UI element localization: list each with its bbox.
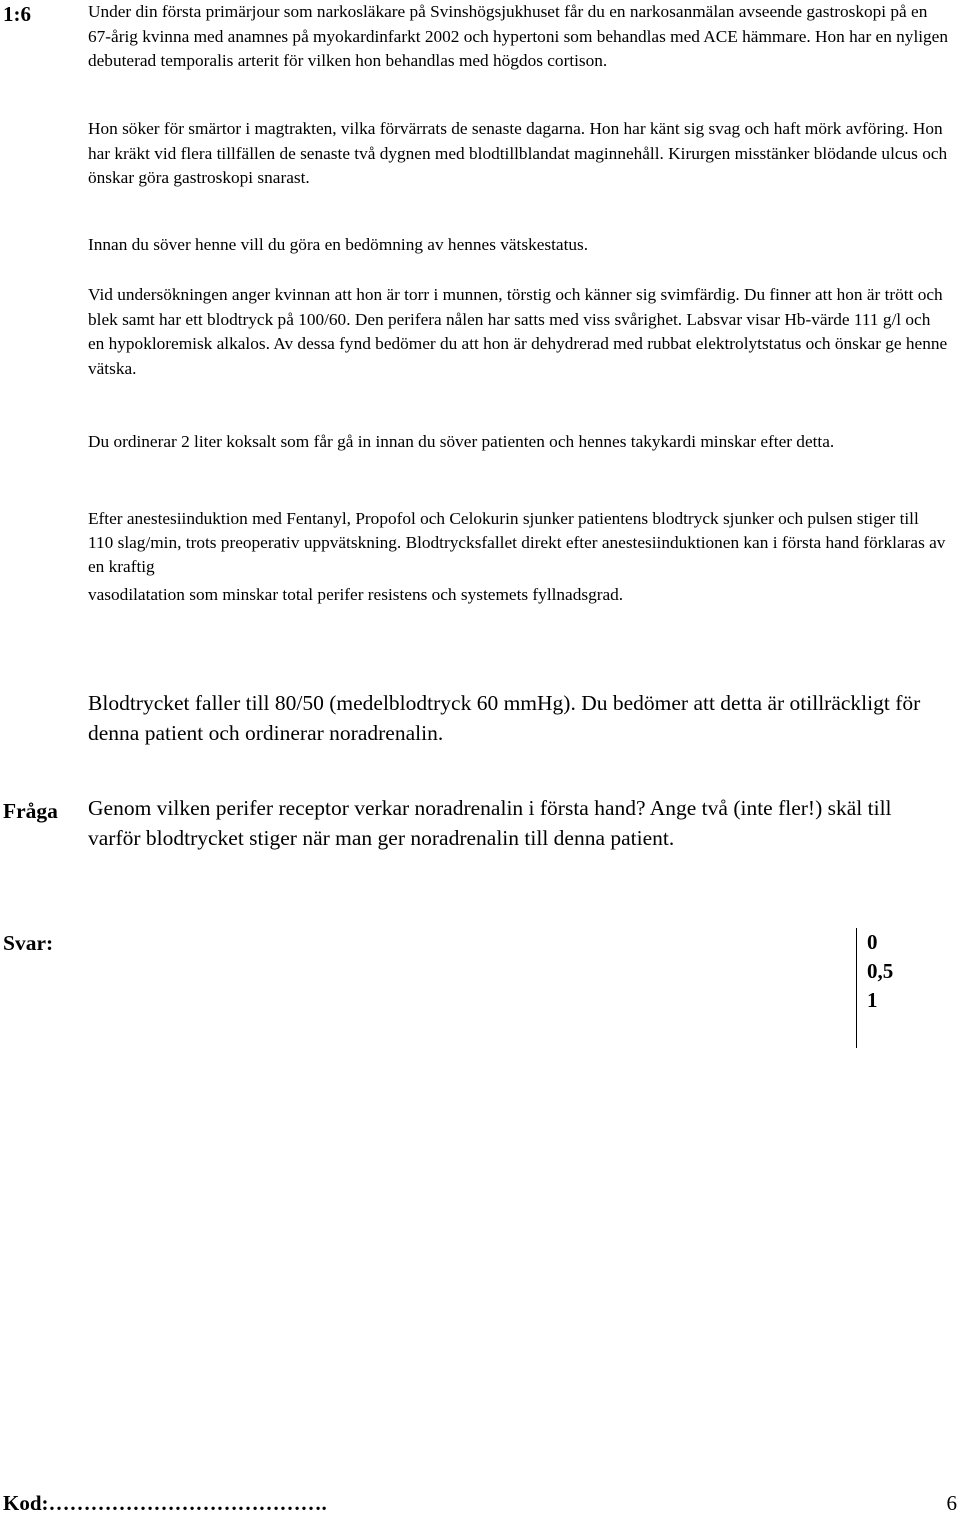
score-option[interactable]: 0,5 (867, 959, 894, 983)
case-paragraph-intro: Under din första primärjour som narkosläkare på Svinshögsjukhuset får du en narkosanmälan avseende gastroskopi på en 67-årig kvinna med anamnes på myokardinfarkt 2002 och hypertoni som behandlas med ACE hämmare. Hon har en nyligen debuterad temporalis arterit för vilken hon behandlas med högdos cortison. (88, 2, 948, 70)
question-text: Genom vilken perifer receptor verkar noradrenalin i första hand? Ange två (inte fler!) skäl till varför blodtrycket stiger när man ger noradrenalin till denna patient. (88, 796, 892, 850)
induction-text: Efter anestesiinduktion med Fentanyl, Propofol och Celokurin sjunker patientens blodtryck sjunker och pulsen stiger till 110 slag/min, trots preoperativ uppvätskning. Blodtrycksfallet direkt efter anestesiinduktionen kan i första hand förklaras av en kraftig (88, 509, 946, 576)
score-box (856, 928, 893, 1048)
page-number: 6 (946, 1491, 957, 1515)
question-number: 1:6 (3, 2, 31, 26)
question-label: Fråga (3, 799, 58, 823)
case-paragraph-induction (88, 507, 948, 607)
case-paragraph-findings: Vid undersökningen anger kvinnan att hon är torr i munnen, törstig och känner sig svimfärdig. Du finner att hon är trött och blek samt har ett blodtryck på 100/60. Den perifera nålen har satts med viss svårighet. Labsvar visar Hb-värde 111 g/l och en hypokloremisk alkalos. Av dessa fynd bedömer du att hon är dehydrerad med rubbat elektrolytstatus och önskar ge henne vätska. (88, 285, 948, 378)
case-paragraph-symptoms: Hon söker för smärtor i magtrakten, vilka förvärrats de senaste dagarna. Hon har känt sig svag och haft mörk avföring. Hon har kräkt vid flera tillfällen de senaste två dygnen med blodtillblandat maginnehåll. Kirurgen misstänker blödande ulcus och önskar göra gastroskopi snarast. (88, 119, 948, 187)
answer-label: Svar: (3, 931, 54, 955)
code-field[interactable]: Kod:…………………………………. (3, 1491, 327, 1515)
case-paragraph-assessment: Innan du söver henne vill du göra en bedömning av hennes vätskestatus. (88, 235, 589, 254)
case-paragraph-noradrenalin: Blodtrycket faller till 80/50 (medelblodtryck 60 mmHg). Du bedömer att detta är otillräckligt för denna patient och ordinerar noradrenalin. (88, 691, 921, 745)
score-option[interactable]: 1 (867, 988, 878, 1012)
case-paragraph-fluids: Du ordinerar 2 liter koksalt som får gå in innan du söver patienten och hennes takykardi minskar efter detta. (88, 432, 835, 451)
induction-text-continued: vasodilatation som minskar total perifer resistens och systemets fyllnadsgrad. (88, 585, 624, 604)
score-option[interactable]: 0 (867, 930, 878, 954)
